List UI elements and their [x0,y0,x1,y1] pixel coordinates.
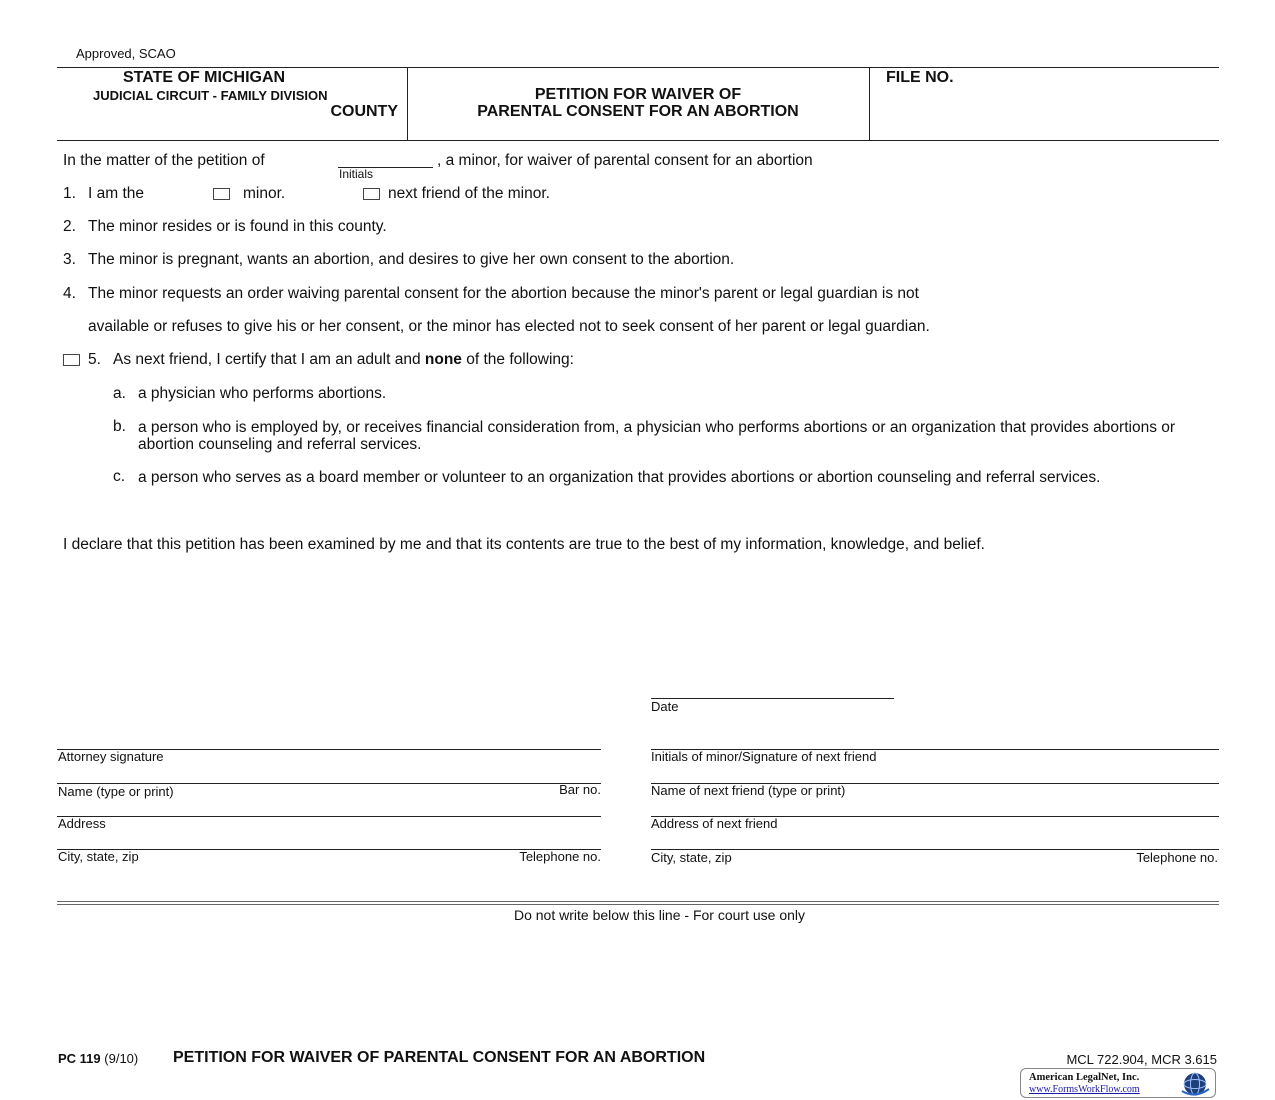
footer-form-title: PETITION FOR WAIVER OF PARENTAL CONSENT FOR AN ABORTION [173,1049,706,1066]
item-5-text [113,351,574,369]
initials-label: Initials [339,167,374,181]
attorney-signature-label: Attorney signature [58,749,164,764]
item-5-pre: As next friend, I certify that I am an adult and [113,351,421,368]
bar-no-label: Bar no. [559,782,601,797]
item-4-number: 4. [63,285,76,302]
friend-name-label: Name of next friend (type or print) [651,783,846,798]
form-title-line1: PETITION FOR WAIVER OF [534,86,742,103]
city-left-label: City, state, zip [58,849,139,864]
court-use-rule-2 [57,904,1219,905]
form-no: PC 119 [58,1051,101,1066]
city-right-line[interactable] [651,849,1219,850]
item-3-number: 3. [63,251,76,268]
header-top-rule [57,67,1219,68]
item-5-number: 5. [88,351,101,368]
matter-prefix: In the matter of the petition of [63,152,265,169]
friend-address-label: Address of next friend [651,816,778,831]
item-1-text: I am the [88,185,144,202]
sub-c-text: a person who serves as a board member or volunteer to an organization that provides abortions or abortion counseling and referral services. [138,469,1101,486]
item-2-number: 2. [63,218,76,235]
address-line[interactable] [57,816,601,817]
circuit-label: JUDICIAL CIRCUIT - FAMILY DIVISION [93,88,328,103]
item-3-text: The minor is pregnant, wants an abortion, and desires to give her own consent to the abortion. [88,251,735,268]
header-bottom-rule [57,140,1219,141]
sub-b-text: a person who is employed by, or receives financial consideration from, a physician who performs abortions or an organization that provides abortions or abortion counseling and referral services. [138,419,1176,453]
address-label: Address [58,816,106,831]
county-label: COUNTY [330,103,398,120]
logo-url[interactable]: www.FormsWorkFlow.com [1029,1084,1140,1095]
name-print-label: Name (type or print) [58,784,174,799]
state-label: STATE OF MICHIGAN [123,69,286,86]
date-label: Date [651,699,679,714]
legalnet-logo [1020,1068,1216,1098]
statute-reference: MCL 722.904, MCR 3.615 [1066,1052,1217,1067]
sub-a-label: a. [113,385,126,402]
initials-signature-label: Initials of minor/Signature of next friend [651,749,877,764]
item-5-checkbox[interactable] [63,354,80,366]
form-number [58,1051,138,1066]
matter-suffix: , a minor, for waiver of parental consent for an abortion [437,152,813,169]
form-date: (9/10) [104,1051,139,1066]
declaration: I declare that this petition has been examined by me and that its contents are true to the best of my information, knowledge, and belief. [63,536,985,553]
form-title-line2: PARENTAL CONSENT FOR AN ABORTION [477,103,799,120]
item-1-number: 1. [63,185,76,202]
date-line[interactable] [651,698,894,699]
item-2-text: The minor resides or is found in this county. [88,218,387,235]
header-divider-2 [869,67,870,140]
court-use-note: Do not write below this line - For court use only [513,907,805,923]
sub-c-label: c. [113,468,126,485]
file-no-label: FILE NO. [886,69,954,86]
logo-company-name: American LegalNet, Inc. [1029,1072,1140,1083]
item-5-none: none [424,351,462,368]
item-5-post: of the following: [466,351,574,368]
next-friend-checkbox[interactable] [363,188,380,200]
option-next-friend-label: next friend of the minor. [388,185,550,202]
court-use-rule-1 [57,901,1219,902]
sub-a-text: a physician who performs abortions. [138,385,387,402]
telephone-right-label: Telephone no. [1136,850,1218,865]
item-4-line1: The minor requests an order waiving parental consent for the abortion because the minor's parent or legal guardian is not [88,285,919,302]
approval-note: Approved, SCAO [76,46,176,61]
option-minor-label: minor. [243,185,286,202]
city-right-label: City, state, zip [651,850,732,865]
telephone-left-label: Telephone no. [519,849,601,864]
globe-icon [1178,1071,1212,1097]
item-4-line2: available or refuses to give his or her consent, or the minor has elected not to seek consent of her parent or legal guardian. [88,318,930,335]
sub-b-label: b. [113,418,126,435]
minor-checkbox[interactable] [213,188,230,200]
